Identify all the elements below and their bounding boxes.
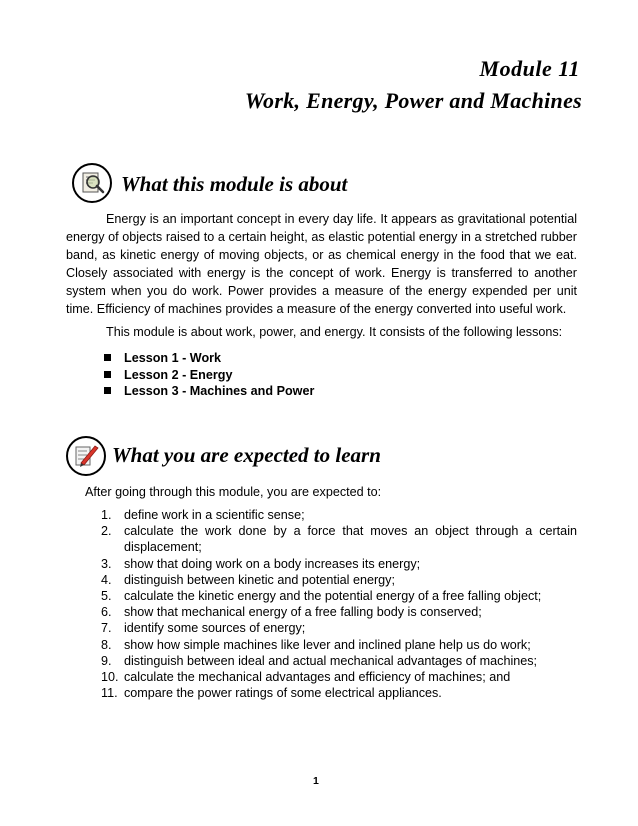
objective-text: distinguish between ideal and actual mechanical advantages of machines;	[124, 653, 538, 668]
section-heading-learn: What you are expected to learn	[112, 443, 381, 467]
lesson-list	[104, 350, 314, 400]
item-number: 2.	[101, 524, 112, 539]
item-number: 9.	[101, 653, 112, 668]
list-item	[101, 588, 577, 604]
square-bullet-icon	[104, 354, 111, 361]
objective-text: compare the power ratings of some electrical appliances.	[124, 686, 442, 701]
magnifier-document-icon	[72, 163, 112, 203]
list-item	[101, 620, 577, 636]
lesson-label: Lesson 1 - Work	[124, 351, 222, 365]
list-item	[104, 383, 314, 400]
checklist-pencil-icon	[66, 436, 106, 476]
objectives-intro-text: After going through this module, you are expected to:	[85, 485, 382, 499]
list-item	[101, 604, 577, 620]
list-item	[101, 637, 577, 653]
objective-text: calculate the work done by a force that moves an object through a certain displacement;	[124, 524, 577, 555]
objective-text: define work in a scientific sense;	[124, 508, 305, 522]
section-heading-about: What this module is about	[121, 172, 348, 196]
item-number: 6.	[101, 605, 112, 620]
lesson-label: Lesson 3 - Machines and Power	[124, 384, 315, 398]
list-item	[101, 669, 577, 685]
intro-paragraph: Energy is an important concept in every day life. It appears as gravitational potential energy of objects raised to a certain height, as elastic potential energy in a stretched rubber band, as kinetic energy of moving objects, or as chemical energy in the food that we eat. Closely associated with energy is the concept of work. Energy is transferred to another system when you do work. Power provides a measure of the energy expended per unit time. Efficiency of machines provides a measure of the energy converted into useful work.	[66, 212, 577, 316]
item-number: 3.	[101, 556, 112, 571]
list-item	[101, 572, 577, 588]
item-number: 7.	[101, 621, 112, 636]
item-number: 1.	[101, 508, 112, 522]
module-title: Work, Energy, Power and Machines	[244, 88, 582, 113]
objectives-list	[101, 507, 577, 701]
objective-text: show how simple machines like lever and inclined plane help us do work;	[124, 637, 531, 652]
list-item	[101, 523, 577, 555]
square-bullet-icon	[104, 387, 111, 394]
item-number: 5.	[101, 589, 112, 604]
module-scope-text: This module is about work, power, and energy. It consists of the following lessons:	[106, 325, 563, 339]
list-item	[104, 367, 314, 384]
item-number: 11.	[101, 686, 118, 701]
objective-text: calculate the kinetic energy and the potential energy of a free falling object;	[124, 589, 542, 604]
objective-text: identify some sources of energy;	[124, 621, 306, 636]
objective-text: calculate the mechanical advantages and efficiency of machines; and	[124, 670, 511, 685]
page-number: 1	[313, 775, 319, 787]
objective-text: show that doing work on a body increases its energy;	[124, 556, 421, 571]
list-item	[101, 685, 577, 701]
list-item	[101, 653, 577, 669]
list-item	[104, 350, 314, 367]
list-item	[101, 507, 577, 523]
lesson-label: Lesson 2 - Energy	[124, 367, 233, 382]
objective-text: show that mechanical energy of a free falling body is conserved;	[124, 605, 482, 620]
objective-text: distinguish between kinetic and potential energy;	[124, 572, 395, 587]
square-bullet-icon	[104, 371, 111, 378]
list-item	[101, 556, 577, 572]
item-number: 4.	[101, 572, 112, 587]
item-number: 8.	[101, 637, 112, 652]
item-number: 10.	[101, 670, 119, 685]
module-number: Module 11	[479, 56, 580, 81]
